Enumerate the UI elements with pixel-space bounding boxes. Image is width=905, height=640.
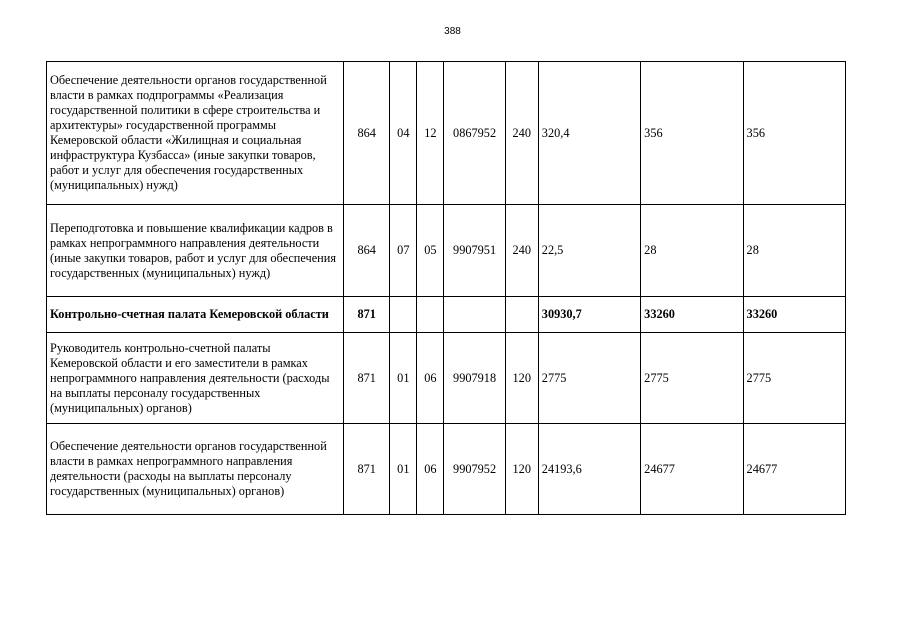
subsection-code: 05 bbox=[417, 205, 444, 297]
subsection-code: 06 bbox=[417, 424, 444, 515]
ministry-code: 864 bbox=[344, 62, 390, 205]
table-row bbox=[47, 62, 846, 205]
amount-year-1: 320,4 bbox=[538, 62, 640, 205]
ministry-code: 871 bbox=[344, 424, 390, 515]
expense-type-code: 120 bbox=[505, 333, 538, 424]
target-article-code: 9907951 bbox=[444, 205, 505, 297]
ministry-code: 871 bbox=[344, 297, 390, 333]
row-description: Руководитель контрольно-счетной палаты Кемеровской области и его заместители в рамках непрограммного направления деятельности (расходы на выплаты персоналу государственных (муниципальных) органов) bbox=[47, 333, 344, 424]
amount-year-2: 33260 bbox=[641, 297, 743, 333]
subsection-code bbox=[417, 297, 444, 333]
amount-year-1: 30930,7 bbox=[538, 297, 640, 333]
amount-year-3: 28 bbox=[743, 205, 845, 297]
expense-type-code: 120 bbox=[505, 424, 538, 515]
ministry-code: 871 bbox=[344, 333, 390, 424]
table-row bbox=[47, 424, 846, 515]
row-description: Переподготовка и повышение квалификации кадров в рамках непрограммного направления деятельности (иные закупки товаров, работ и услуг для обеспечения государственных (муниципальных) нужд) bbox=[47, 205, 344, 297]
amount-year-3: 356 bbox=[743, 62, 845, 205]
expense-type-code bbox=[505, 297, 538, 333]
table-row bbox=[47, 205, 846, 297]
amount-year-1: 24193,6 bbox=[538, 424, 640, 515]
target-article-code bbox=[444, 297, 505, 333]
amount-year-2: 28 bbox=[641, 205, 743, 297]
amount-year-3: 2775 bbox=[743, 333, 845, 424]
row-description: Обеспечение деятельности органов государственной власти в рамках подпрограммы «Реализация государственной политики в сфере строительства и архитектуры» государственной программы Кемеровской области «Жилищная и социальная инфраструктура Кузбасса» (иные закупки товаров, работ и услуг для обеспечения государственных (муниципальных) нужд) bbox=[47, 62, 344, 205]
section-code: 07 bbox=[390, 205, 417, 297]
subsection-code: 06 bbox=[417, 333, 444, 424]
section-code bbox=[390, 297, 417, 333]
amount-year-2: 356 bbox=[641, 62, 743, 205]
amount-year-3: 24677 bbox=[743, 424, 845, 515]
table-row bbox=[47, 333, 846, 424]
page-number: 388 bbox=[444, 26, 461, 37]
amount-year-2: 24677 bbox=[641, 424, 743, 515]
ministry-code: 864 bbox=[344, 205, 390, 297]
budget-table bbox=[46, 61, 846, 515]
subsection-code: 12 bbox=[417, 62, 444, 205]
row-description: Обеспечение деятельности органов государственной власти в рамках непрограммного направления деятельности (расходы на выплаты персоналу государственных (муниципальных) органов) bbox=[47, 424, 344, 515]
section-code: 01 bbox=[390, 424, 417, 515]
expense-type-code: 240 bbox=[505, 62, 538, 205]
amount-year-3: 33260 bbox=[743, 297, 845, 333]
amount-year-1: 2775 bbox=[538, 333, 640, 424]
target-article-code: 9907952 bbox=[444, 424, 505, 515]
section-code: 04 bbox=[390, 62, 417, 205]
expense-type-code: 240 bbox=[505, 205, 538, 297]
section-code: 01 bbox=[390, 333, 417, 424]
table-row bbox=[47, 297, 846, 333]
amount-year-1: 22,5 bbox=[538, 205, 640, 297]
target-article-code: 9907918 bbox=[444, 333, 505, 424]
row-description: Контрольно-счетная палата Кемеровской области bbox=[47, 297, 344, 333]
amount-year-2: 2775 bbox=[641, 333, 743, 424]
target-article-code: 0867952 bbox=[444, 62, 505, 205]
